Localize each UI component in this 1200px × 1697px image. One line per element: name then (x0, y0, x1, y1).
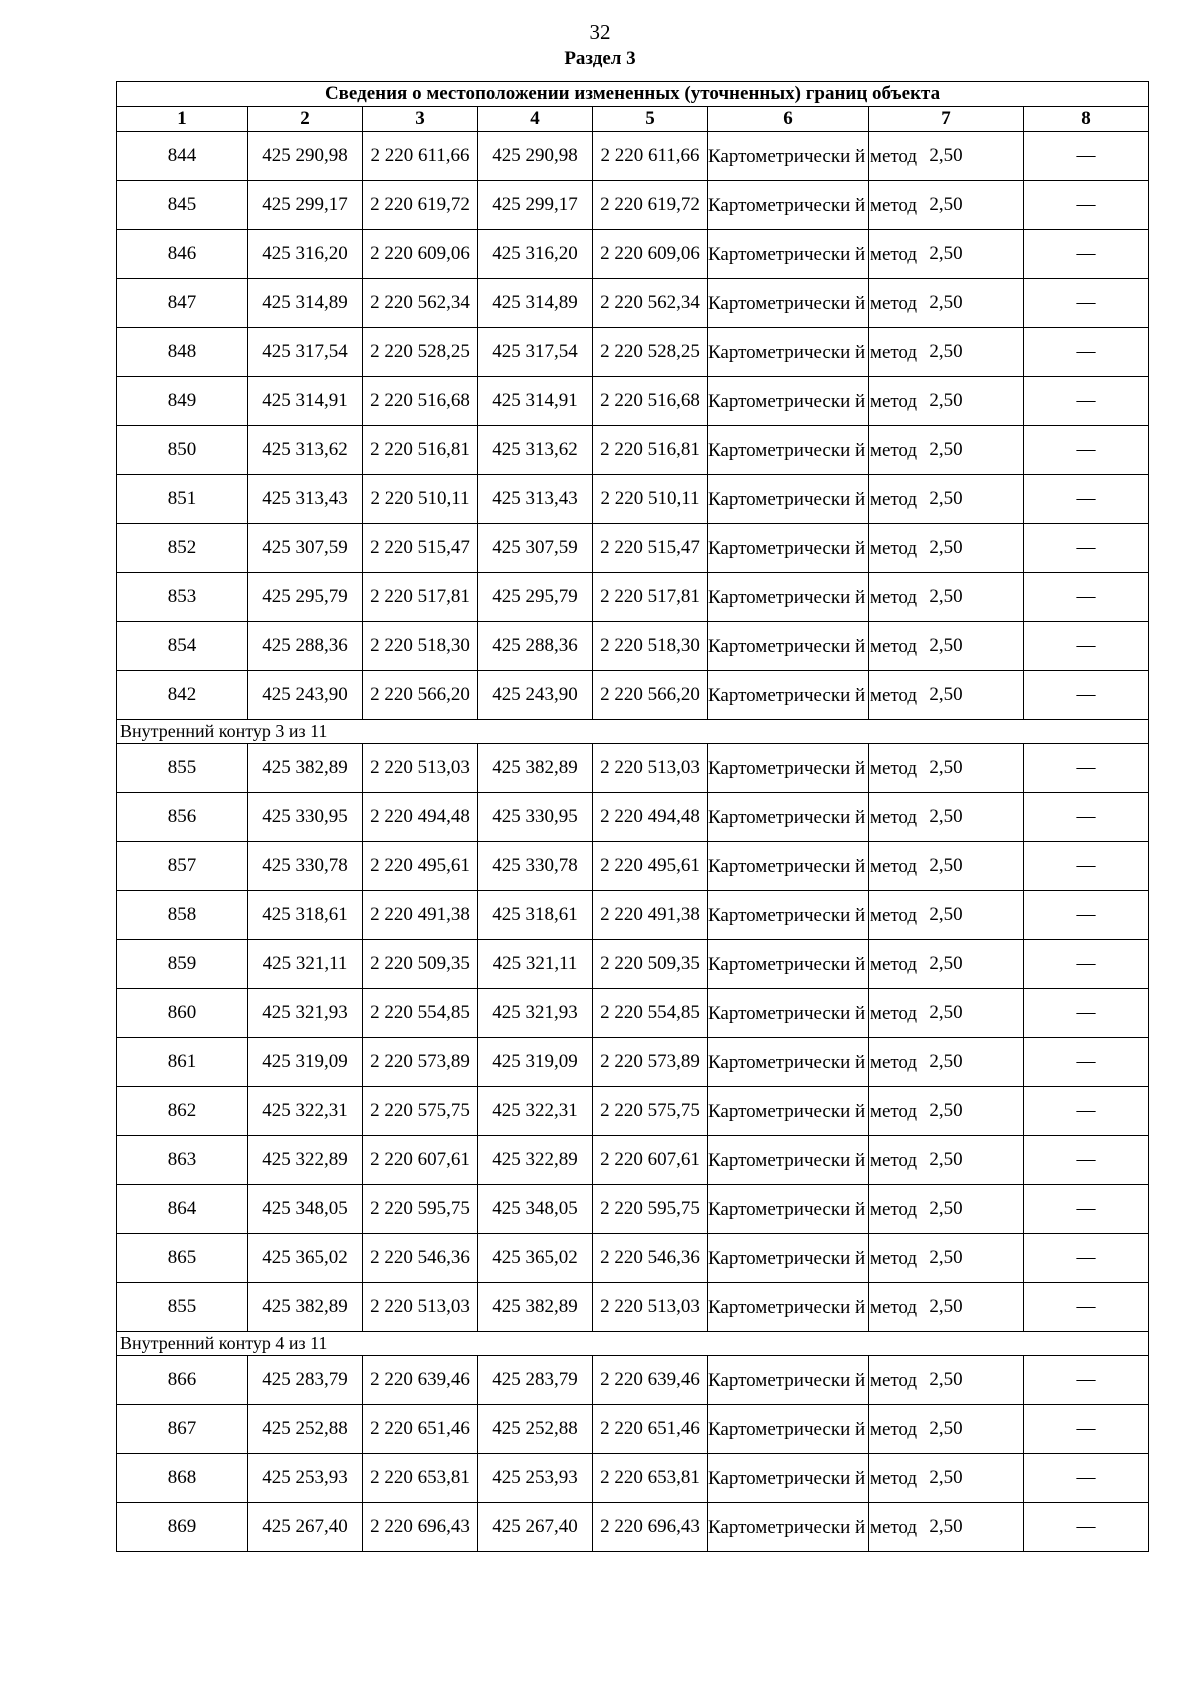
point-number-cell: 845 (117, 181, 248, 230)
description-cell: — (1024, 842, 1149, 891)
x-new-cell: 425 317,54 (478, 328, 593, 377)
method-cell: Картометрически й метод (708, 842, 869, 891)
point-number-cell: 859 (117, 940, 248, 989)
x-new-cell: 425 382,89 (478, 744, 593, 793)
x-new-cell: 425 330,78 (478, 842, 593, 891)
point-number-cell: 856 (117, 793, 248, 842)
accuracy-cell: 2,50 (869, 744, 1024, 793)
description-cell: — (1024, 1454, 1149, 1503)
point-number-cell: 867 (117, 1405, 248, 1454)
point-number-cell: 858 (117, 891, 248, 940)
x-old-cell: 425 321,93 (248, 989, 363, 1038)
x-old-cell: 425 348,05 (248, 1185, 363, 1234)
accuracy-cell: 2,50 (869, 475, 1024, 524)
method-cell: Картометрически й метод (708, 1136, 869, 1185)
y-new-cell: 2 220 696,43 (593, 1503, 708, 1552)
y-old-cell: 2 220 509,35 (363, 940, 478, 989)
y-old-cell: 2 220 653,81 (363, 1454, 478, 1503)
description-cell: — (1024, 426, 1149, 475)
accuracy-cell: 2,50 (869, 377, 1024, 426)
accuracy-cell: 2,50 (869, 842, 1024, 891)
y-old-cell: 2 220 510,11 (363, 475, 478, 524)
description-cell: — (1024, 524, 1149, 573)
point-number-cell: 862 (117, 1087, 248, 1136)
method-cell: Картометрически й метод (708, 671, 869, 720)
x-old-cell: 425 322,89 (248, 1136, 363, 1185)
y-old-cell: 2 220 619,72 (363, 181, 478, 230)
section-title: Раздел 3 (564, 48, 636, 69)
method-cell: Картометрически й метод (708, 1234, 869, 1283)
table-row (117, 475, 1149, 524)
table-row (117, 1038, 1149, 1087)
point-number-cell: 853 (117, 573, 248, 622)
accuracy-cell: 2,50 (869, 1405, 1024, 1454)
column-number: 6 (708, 107, 869, 132)
table-title-row (117, 82, 1149, 107)
table-row (117, 671, 1149, 720)
method-cell: Картометрически й метод (708, 744, 869, 793)
y-new-cell: 2 220 517,81 (593, 573, 708, 622)
table-row (117, 230, 1149, 279)
accuracy-cell: 2,50 (869, 524, 1024, 573)
point-number-cell: 852 (117, 524, 248, 573)
y-new-cell: 2 220 509,35 (593, 940, 708, 989)
contour-label: Внутренний контур 4 из 11 (117, 1332, 1149, 1356)
x-new-cell: 425 313,43 (478, 475, 593, 524)
column-number: 7 (869, 107, 1024, 132)
x-old-cell: 425 267,40 (248, 1503, 363, 1552)
accuracy-cell: 2,50 (869, 328, 1024, 377)
x-old-cell: 425 382,89 (248, 1283, 363, 1332)
accuracy-cell: 2,50 (869, 132, 1024, 181)
y-old-cell: 2 220 495,61 (363, 842, 478, 891)
point-number-cell: 857 (117, 842, 248, 891)
point-number-cell: 860 (117, 989, 248, 1038)
x-old-cell: 425 316,20 (248, 230, 363, 279)
x-old-cell: 425 313,62 (248, 426, 363, 475)
y-new-cell: 2 220 516,68 (593, 377, 708, 426)
y-new-cell: 2 220 639,46 (593, 1356, 708, 1405)
y-new-cell: 2 220 491,38 (593, 891, 708, 940)
x-old-cell: 425 283,79 (248, 1356, 363, 1405)
y-old-cell: 2 220 513,03 (363, 1283, 478, 1332)
x-old-cell: 425 313,43 (248, 475, 363, 524)
method-cell: Картометрически й метод (708, 1454, 869, 1503)
y-old-cell: 2 220 639,46 (363, 1356, 478, 1405)
y-old-cell: 2 220 611,66 (363, 132, 478, 181)
y-new-cell: 2 220 554,85 (593, 989, 708, 1038)
column-number: 4 (478, 107, 593, 132)
method-cell: Картометрически й метод (708, 181, 869, 230)
description-cell: — (1024, 573, 1149, 622)
table-row (117, 1136, 1149, 1185)
description-cell: — (1024, 1405, 1149, 1454)
x-new-cell: 425 243,90 (478, 671, 593, 720)
method-cell: Картометрически й метод (708, 426, 869, 475)
y-old-cell: 2 220 518,30 (363, 622, 478, 671)
accuracy-cell: 2,50 (869, 671, 1024, 720)
y-old-cell: 2 220 595,75 (363, 1185, 478, 1234)
description-cell: — (1024, 279, 1149, 328)
x-new-cell: 425 267,40 (478, 1503, 593, 1552)
method-cell: Картометрически й метод (708, 1038, 869, 1087)
point-number-cell: 848 (117, 328, 248, 377)
y-old-cell: 2 220 562,34 (363, 279, 478, 328)
accuracy-cell: 2,50 (869, 279, 1024, 328)
y-new-cell: 2 220 651,46 (593, 1405, 708, 1454)
table-row (117, 1356, 1149, 1405)
column-number-row (117, 107, 1149, 132)
description-cell: — (1024, 1234, 1149, 1283)
y-new-cell: 2 220 495,61 (593, 842, 708, 891)
y-new-cell: 2 220 573,89 (593, 1038, 708, 1087)
method-cell: Картометрически й метод (708, 622, 869, 671)
table-row (117, 426, 1149, 475)
accuracy-cell: 2,50 (869, 1087, 1024, 1136)
table-row (117, 181, 1149, 230)
method-cell: Картометрически й метод (708, 1503, 869, 1552)
column-number: 1 (117, 107, 248, 132)
x-old-cell: 425 307,59 (248, 524, 363, 573)
table-row (117, 744, 1149, 793)
table-row (117, 622, 1149, 671)
description-cell: — (1024, 1356, 1149, 1405)
y-new-cell: 2 220 494,48 (593, 793, 708, 842)
method-cell: Картометрически й метод (708, 328, 869, 377)
accuracy-cell: 2,50 (869, 940, 1024, 989)
x-old-cell: 425 365,02 (248, 1234, 363, 1283)
description-cell: — (1024, 989, 1149, 1038)
point-number-cell: 854 (117, 622, 248, 671)
y-new-cell: 2 220 528,25 (593, 328, 708, 377)
x-new-cell: 425 321,93 (478, 989, 593, 1038)
table-row (117, 940, 1149, 989)
x-old-cell: 425 314,89 (248, 279, 363, 328)
point-number-cell: 855 (117, 1283, 248, 1332)
point-number-cell: 842 (117, 671, 248, 720)
description-cell: — (1024, 940, 1149, 989)
y-new-cell: 2 220 510,11 (593, 475, 708, 524)
table-row (117, 793, 1149, 842)
table-row (117, 377, 1149, 426)
y-old-cell: 2 220 528,25 (363, 328, 478, 377)
x-new-cell: 425 283,79 (478, 1356, 593, 1405)
x-old-cell: 425 382,89 (248, 744, 363, 793)
table-row (117, 1405, 1149, 1454)
x-new-cell: 425 322,31 (478, 1087, 593, 1136)
method-cell: Картометрически й метод (708, 1356, 869, 1405)
accuracy-cell: 2,50 (869, 891, 1024, 940)
x-new-cell: 425 365,02 (478, 1234, 593, 1283)
table-row (117, 1283, 1149, 1332)
description-cell: — (1024, 1087, 1149, 1136)
contour-label: Внутренний контур 3 из 11 (117, 720, 1149, 744)
table-body (117, 82, 1149, 1552)
x-new-cell: 425 382,89 (478, 1283, 593, 1332)
point-number-cell: 851 (117, 475, 248, 524)
y-old-cell: 2 220 516,81 (363, 426, 478, 475)
accuracy-cell: 2,50 (869, 426, 1024, 475)
method-cell: Картометрически й метод (708, 1405, 869, 1454)
x-new-cell: 425 314,91 (478, 377, 593, 426)
x-old-cell: 425 290,98 (248, 132, 363, 181)
boundary-coordinates-table (116, 81, 1149, 1552)
point-number-cell: 869 (117, 1503, 248, 1552)
x-old-cell: 425 314,91 (248, 377, 363, 426)
x-new-cell: 425 348,05 (478, 1185, 593, 1234)
y-new-cell: 2 220 515,47 (593, 524, 708, 573)
x-new-cell: 425 318,61 (478, 891, 593, 940)
description-cell: — (1024, 744, 1149, 793)
point-number-cell: 868 (117, 1454, 248, 1503)
x-new-cell: 425 307,59 (478, 524, 593, 573)
method-cell: Картометрически й метод (708, 377, 869, 426)
table-row (117, 842, 1149, 891)
y-old-cell: 2 220 516,68 (363, 377, 478, 426)
y-old-cell: 2 220 513,03 (363, 744, 478, 793)
y-old-cell: 2 220 696,43 (363, 1503, 478, 1552)
y-old-cell: 2 220 546,36 (363, 1234, 478, 1283)
y-new-cell: 2 220 653,81 (593, 1454, 708, 1503)
description-cell: — (1024, 1038, 1149, 1087)
y-new-cell: 2 220 611,66 (593, 132, 708, 181)
page-number: 32 (589, 20, 611, 44)
table-row (117, 328, 1149, 377)
method-cell: Картометрически й метод (708, 940, 869, 989)
table-row (117, 891, 1149, 940)
accuracy-cell: 2,50 (869, 1283, 1024, 1332)
x-old-cell: 425 288,36 (248, 622, 363, 671)
table-row (117, 524, 1149, 573)
method-cell: Картометрически й метод (708, 475, 869, 524)
y-old-cell: 2 220 607,61 (363, 1136, 478, 1185)
point-number-cell: 865 (117, 1234, 248, 1283)
x-old-cell: 425 330,78 (248, 842, 363, 891)
point-number-cell: 863 (117, 1136, 248, 1185)
description-cell: — (1024, 328, 1149, 377)
y-new-cell: 2 220 518,30 (593, 622, 708, 671)
method-cell: Картометрически й метод (708, 230, 869, 279)
y-new-cell: 2 220 513,03 (593, 1283, 708, 1332)
y-old-cell: 2 220 609,06 (363, 230, 478, 279)
y-new-cell: 2 220 607,61 (593, 1136, 708, 1185)
accuracy-cell: 2,50 (869, 793, 1024, 842)
table-row (117, 279, 1149, 328)
table-row (117, 132, 1149, 181)
x-new-cell: 425 313,62 (478, 426, 593, 475)
y-old-cell: 2 220 517,81 (363, 573, 478, 622)
x-old-cell: 425 295,79 (248, 573, 363, 622)
x-new-cell: 425 299,17 (478, 181, 593, 230)
point-number-cell: 861 (117, 1038, 248, 1087)
table-row (117, 1185, 1149, 1234)
table-row (117, 573, 1149, 622)
x-new-cell: 425 288,36 (478, 622, 593, 671)
y-old-cell: 2 220 575,75 (363, 1087, 478, 1136)
description-cell: — (1024, 793, 1149, 842)
accuracy-cell: 2,50 (869, 181, 1024, 230)
column-number: 8 (1024, 107, 1149, 132)
method-cell: Картометрически й метод (708, 524, 869, 573)
x-old-cell: 425 321,11 (248, 940, 363, 989)
x-old-cell: 425 318,61 (248, 891, 363, 940)
column-number: 2 (248, 107, 363, 132)
description-cell: — (1024, 1185, 1149, 1234)
table-row (117, 1454, 1149, 1503)
table-row (117, 1503, 1149, 1552)
accuracy-cell: 2,50 (869, 1503, 1024, 1552)
accuracy-cell: 2,50 (869, 230, 1024, 279)
accuracy-cell: 2,50 (869, 1185, 1024, 1234)
description-cell: — (1024, 891, 1149, 940)
description-cell: — (1024, 1283, 1149, 1332)
description-cell: — (1024, 671, 1149, 720)
point-number-cell: 850 (117, 426, 248, 475)
x-old-cell: 425 330,95 (248, 793, 363, 842)
contour-label-row (117, 720, 1149, 744)
x-new-cell: 425 290,98 (478, 132, 593, 181)
x-new-cell: 425 253,93 (478, 1454, 593, 1503)
method-cell: Картометрически й метод (708, 1185, 869, 1234)
description-cell: — (1024, 230, 1149, 279)
x-new-cell: 425 295,79 (478, 573, 593, 622)
contour-label-row (117, 1332, 1149, 1356)
method-cell: Картометрически й метод (708, 279, 869, 328)
x-old-cell: 425 322,31 (248, 1087, 363, 1136)
x-old-cell: 425 243,90 (248, 671, 363, 720)
accuracy-cell: 2,50 (869, 1234, 1024, 1283)
point-number-cell: 855 (117, 744, 248, 793)
y-new-cell: 2 220 595,75 (593, 1185, 708, 1234)
method-cell: Картометрически й метод (708, 573, 869, 622)
y-old-cell: 2 220 494,48 (363, 793, 478, 842)
x-old-cell: 425 253,93 (248, 1454, 363, 1503)
accuracy-cell: 2,50 (869, 989, 1024, 1038)
table-title: Сведения о местоположении измененных (уточненных) границ объекта (117, 82, 1149, 107)
table-row (117, 989, 1149, 1038)
y-new-cell: 2 220 566,20 (593, 671, 708, 720)
accuracy-cell: 2,50 (869, 1136, 1024, 1185)
x-new-cell: 425 319,09 (478, 1038, 593, 1087)
method-cell: Картометрически й метод (708, 793, 869, 842)
x-new-cell: 425 321,11 (478, 940, 593, 989)
method-cell: Картометрически й метод (708, 891, 869, 940)
table-row (117, 1234, 1149, 1283)
y-old-cell: 2 220 491,38 (363, 891, 478, 940)
point-number-cell: 866 (117, 1356, 248, 1405)
description-cell: — (1024, 377, 1149, 426)
x-new-cell: 425 322,89 (478, 1136, 593, 1185)
y-new-cell: 2 220 516,81 (593, 426, 708, 475)
x-new-cell: 425 314,89 (478, 279, 593, 328)
y-old-cell: 2 220 573,89 (363, 1038, 478, 1087)
x-old-cell: 425 252,88 (248, 1405, 363, 1454)
x-old-cell: 425 317,54 (248, 328, 363, 377)
description-cell: — (1024, 181, 1149, 230)
method-cell: Картометрически й метод (708, 1283, 869, 1332)
y-new-cell: 2 220 546,36 (593, 1234, 708, 1283)
table-row (117, 1087, 1149, 1136)
description-cell: — (1024, 132, 1149, 181)
y-old-cell: 2 220 651,46 (363, 1405, 478, 1454)
y-new-cell: 2 220 562,34 (593, 279, 708, 328)
accuracy-cell: 2,50 (869, 1454, 1024, 1503)
point-number-cell: 864 (117, 1185, 248, 1234)
y-new-cell: 2 220 575,75 (593, 1087, 708, 1136)
method-cell: Картометрически й метод (708, 989, 869, 1038)
point-number-cell: 846 (117, 230, 248, 279)
x-old-cell: 425 299,17 (248, 181, 363, 230)
description-cell: — (1024, 622, 1149, 671)
description-cell: — (1024, 475, 1149, 524)
accuracy-cell: 2,50 (869, 1038, 1024, 1087)
y-old-cell: 2 220 566,20 (363, 671, 478, 720)
point-number-cell: 844 (117, 132, 248, 181)
point-number-cell: 847 (117, 279, 248, 328)
x-new-cell: 425 316,20 (478, 230, 593, 279)
description-cell: — (1024, 1503, 1149, 1552)
y-new-cell: 2 220 609,06 (593, 230, 708, 279)
y-old-cell: 2 220 554,85 (363, 989, 478, 1038)
column-number: 5 (593, 107, 708, 132)
y-new-cell: 2 220 513,03 (593, 744, 708, 793)
accuracy-cell: 2,50 (869, 573, 1024, 622)
accuracy-cell: 2,50 (869, 1356, 1024, 1405)
y-old-cell: 2 220 515,47 (363, 524, 478, 573)
description-cell: — (1024, 1136, 1149, 1185)
y-new-cell: 2 220 619,72 (593, 181, 708, 230)
x-new-cell: 425 252,88 (478, 1405, 593, 1454)
x-old-cell: 425 319,09 (248, 1038, 363, 1087)
method-cell: Картометрически й метод (708, 1087, 869, 1136)
accuracy-cell: 2,50 (869, 622, 1024, 671)
x-new-cell: 425 330,95 (478, 793, 593, 842)
method-cell: Картометрически й метод (708, 132, 869, 181)
point-number-cell: 849 (117, 377, 248, 426)
column-number: 3 (363, 107, 478, 132)
